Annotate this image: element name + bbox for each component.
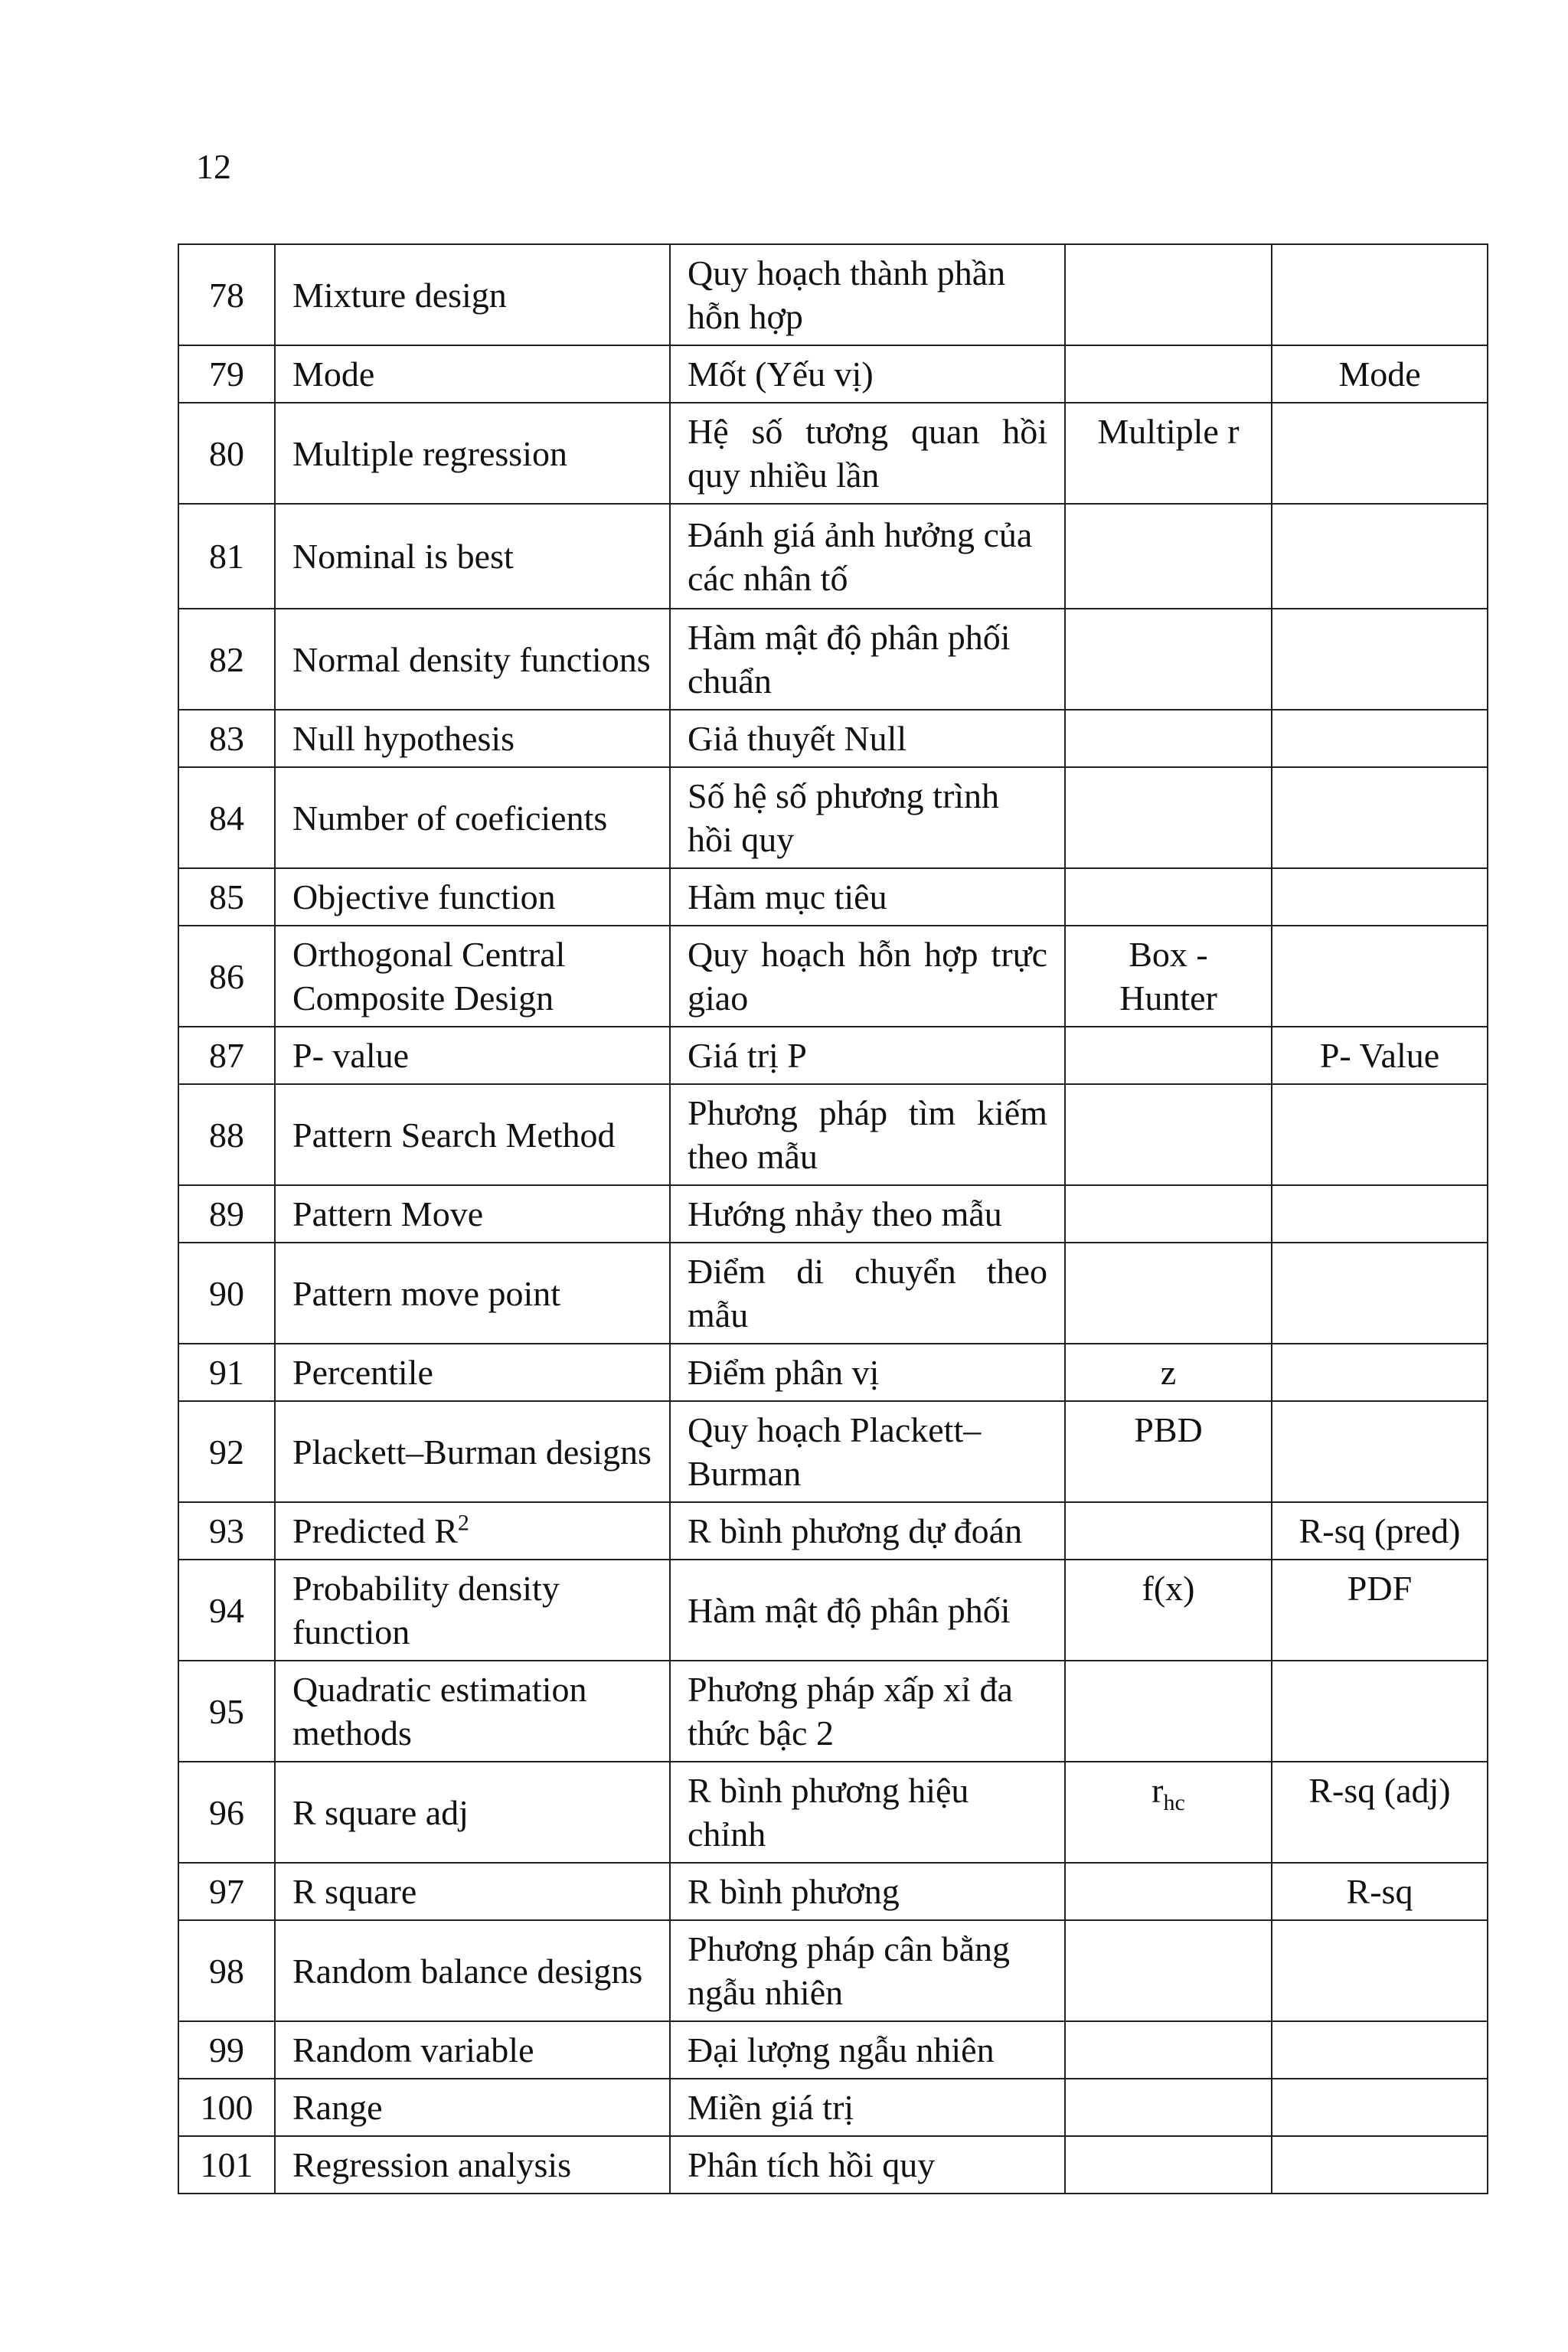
row-number: 83: [178, 710, 275, 767]
row-number: 100: [178, 2079, 275, 2136]
row-number: 88: [178, 1084, 275, 1185]
symbol-cell: [1065, 345, 1272, 403]
english-term: R square: [275, 1863, 670, 1920]
english-term: P- value: [275, 1027, 670, 1084]
vietnamese-term: R bình phương dự đoán: [670, 1502, 1065, 1560]
symbol-cell: [1065, 2136, 1272, 2194]
row-number: 95: [178, 1661, 275, 1762]
symbol-cell: z: [1065, 1344, 1272, 1401]
symbol-cell: [1065, 1243, 1272, 1344]
vietnamese-term: Phân tích hồi quy: [670, 2136, 1065, 2194]
vietnamese-term: Hệ số tương quan hồi quy nhiều lần: [670, 403, 1065, 504]
vietnamese-term: R bình phương: [670, 1863, 1065, 1920]
table-row: [178, 2021, 1488, 2079]
vietnamese-term: Phương pháp tìm kiếm theo mẫu: [670, 1084, 1065, 1185]
english-term: Null hypothesis: [275, 710, 670, 767]
row-number: 84: [178, 767, 275, 868]
table-row: [178, 1502, 1488, 1560]
row-number: 90: [178, 1243, 275, 1344]
glossary-table: [178, 243, 1488, 2194]
page-number: 12: [196, 147, 231, 186]
table-row: [178, 504, 1488, 609]
row-number: 81: [178, 504, 275, 609]
vietnamese-term: Hàm mật độ phân phối: [670, 1560, 1065, 1661]
vietnamese-term: Điểm di chuyển theo mẫu: [670, 1243, 1065, 1344]
row-number: 89: [178, 1185, 275, 1243]
vietnamese-term: Đại lượng ngẫu nhiên: [670, 2021, 1065, 2079]
symbol-cell: [1065, 868, 1272, 926]
vietnamese-term: Hướng nhảy theo mẫu: [670, 1185, 1065, 1243]
row-number: 96: [178, 1762, 275, 1863]
row-number: 78: [178, 244, 275, 345]
abbreviation-cell: [1272, 403, 1488, 504]
symbol-cell: [1065, 1084, 1272, 1185]
abbreviation-cell: [1272, 1185, 1488, 1243]
row-number: 101: [178, 2136, 275, 2194]
vietnamese-term: Giá trị P: [670, 1027, 1065, 1084]
abbreviation-cell: Mode: [1272, 345, 1488, 403]
table-row: [178, 403, 1488, 504]
english-term: Multiple regression: [275, 403, 670, 504]
english-term: Regression analysis: [275, 2136, 670, 2194]
table-row: [178, 244, 1488, 345]
symbol-cell: [1065, 1185, 1272, 1243]
english-term: R square adj: [275, 1762, 670, 1863]
vietnamese-term: Quy hoạch Plackett–Burman: [670, 1401, 1065, 1502]
symbol-cell: [1065, 1920, 1272, 2021]
english-term: Mixture design: [275, 244, 670, 345]
vietnamese-term: Điểm phân vị: [670, 1344, 1065, 1401]
abbreviation-cell: [1272, 244, 1488, 345]
vietnamese-term: Quy hoạch thành phần hỗn hợp: [670, 244, 1065, 345]
table-row: [178, 609, 1488, 710]
table-row: [178, 1401, 1488, 1502]
vietnamese-term: Hàm mật độ phân phối chuẩn: [670, 609, 1065, 710]
symbol-cell: [1065, 2079, 1272, 2136]
symbol-cell: [1065, 1027, 1272, 1084]
english-term: Pattern move point: [275, 1243, 670, 1344]
abbreviation-cell: P- Value: [1272, 1027, 1488, 1084]
abbreviation-cell: [1272, 868, 1488, 926]
row-number: 86: [178, 926, 275, 1027]
table-row: [178, 767, 1488, 868]
abbreviation-cell: [1272, 1661, 1488, 1762]
table-row: [178, 1027, 1488, 1084]
table-row: [178, 1185, 1488, 1243]
symbol-cell: [1065, 1863, 1272, 1920]
row-number: 87: [178, 1027, 275, 1084]
abbreviation-cell: R-sq: [1272, 1863, 1488, 1920]
abbreviation-cell: R-sq (adj): [1272, 1762, 1488, 1863]
english-term: Normal density functions: [275, 609, 670, 710]
abbreviation-cell: [1272, 504, 1488, 609]
english-term-text: Predicted R: [292, 1511, 458, 1550]
symbol-cell: [1065, 1661, 1272, 1762]
vietnamese-term: Quy hoạch hỗn hợp trực giao: [670, 926, 1065, 1027]
row-number: 94: [178, 1560, 275, 1661]
vietnamese-term: Miền giá trị: [670, 2079, 1065, 2136]
table-row: [178, 1344, 1488, 1401]
english-term: Probability density function: [275, 1560, 670, 1661]
vietnamese-term: Hàm mục tiêu: [670, 868, 1065, 926]
row-number: 80: [178, 403, 275, 504]
abbreviation-cell: [1272, 2079, 1488, 2136]
table-row: [178, 1863, 1488, 1920]
symbol-cell: [1065, 2021, 1272, 2079]
vietnamese-term: Mốt (Yếu vị): [670, 345, 1065, 403]
english-term: Mode: [275, 345, 670, 403]
abbreviation-cell: [1272, 767, 1488, 868]
row-number: 98: [178, 1920, 275, 2021]
row-number: 91: [178, 1344, 275, 1401]
table-row: [178, 710, 1488, 767]
english-term: Range: [275, 2079, 670, 2136]
table-row: [178, 926, 1488, 1027]
abbreviation-cell: [1272, 1243, 1488, 1344]
abbreviation-cell: [1272, 710, 1488, 767]
table-row: [178, 1661, 1488, 1762]
vietnamese-term: R bình phương hiệu chỉnh: [670, 1762, 1065, 1863]
vietnamese-term: Phương pháp cân bằng ngẫu nhiên: [670, 1920, 1065, 2021]
english-term: Quadratic estimation methods: [275, 1661, 670, 1762]
abbreviation-cell: PDF: [1272, 1560, 1488, 1661]
english-term: [275, 1502, 670, 1560]
english-term: Pattern Search Method: [275, 1084, 670, 1185]
english-term: Random balance designs: [275, 1920, 670, 2021]
table-row: [178, 2079, 1488, 2136]
table-row: [178, 1560, 1488, 1661]
symbol-text: r: [1152, 1771, 1164, 1810]
symbol-cell: [1065, 1502, 1272, 1560]
table-row: [178, 2136, 1488, 2194]
english-term: Objective function: [275, 868, 670, 926]
vietnamese-term: Số hệ số phương trình hồi quy: [670, 767, 1065, 868]
symbol-cell: Box - Hunter: [1065, 926, 1272, 1027]
abbreviation-cell: [1272, 926, 1488, 1027]
table-row: [178, 1920, 1488, 2021]
table-row: [178, 345, 1488, 403]
english-term: Random variable: [275, 2021, 670, 2079]
abbreviation-cell: R-sq (pred): [1272, 1502, 1488, 1560]
abbreviation-cell: [1272, 1920, 1488, 2021]
table-row: [178, 1243, 1488, 1344]
symbol-cell: [1065, 244, 1272, 345]
symbol-cell: f(x): [1065, 1560, 1272, 1661]
row-number: 97: [178, 1863, 275, 1920]
english-term: Nominal is best: [275, 504, 670, 609]
vietnamese-term: Đánh giá ảnh hưởng của các nhân tố: [670, 504, 1065, 609]
row-number: 85: [178, 868, 275, 926]
abbreviation-cell: [1272, 2136, 1488, 2194]
table-row: [178, 1762, 1488, 1863]
abbreviation-cell: [1272, 1401, 1488, 1502]
symbol-cell: [1065, 767, 1272, 868]
vietnamese-term: Giả thuyết Null: [670, 710, 1065, 767]
symbol-cell: [1065, 1762, 1272, 1863]
symbol-cell: [1065, 609, 1272, 710]
english-term: Pattern Move: [275, 1185, 670, 1243]
vietnamese-term: Phương pháp xấp xỉ đa thức bậc 2: [670, 1661, 1065, 1762]
row-number: 82: [178, 609, 275, 710]
row-number: 93: [178, 1502, 275, 1560]
abbreviation-cell: [1272, 1084, 1488, 1185]
abbreviation-cell: [1272, 1344, 1488, 1401]
row-number: 92: [178, 1401, 275, 1502]
english-term: Number of coeficients: [275, 767, 670, 868]
english-term: Percentile: [275, 1344, 670, 1401]
table-row: [178, 868, 1488, 926]
superscript-text: 2: [457, 1510, 469, 1536]
row-number: 99: [178, 2021, 275, 2079]
row-number: 79: [178, 345, 275, 403]
symbol-cell: [1065, 710, 1272, 767]
symbol-cell: [1065, 504, 1272, 609]
english-term: Orthogonal Central Composite Design: [275, 926, 670, 1027]
abbreviation-cell: [1272, 609, 1488, 710]
symbol-cell: Multiple r: [1065, 403, 1272, 504]
abbreviation-cell: [1272, 2021, 1488, 2079]
english-term: Plackett–Burman designs: [275, 1401, 670, 1502]
table-row: [178, 1084, 1488, 1185]
subscript-text: hc: [1163, 1790, 1185, 1816]
symbol-cell: PBD: [1065, 1401, 1272, 1502]
